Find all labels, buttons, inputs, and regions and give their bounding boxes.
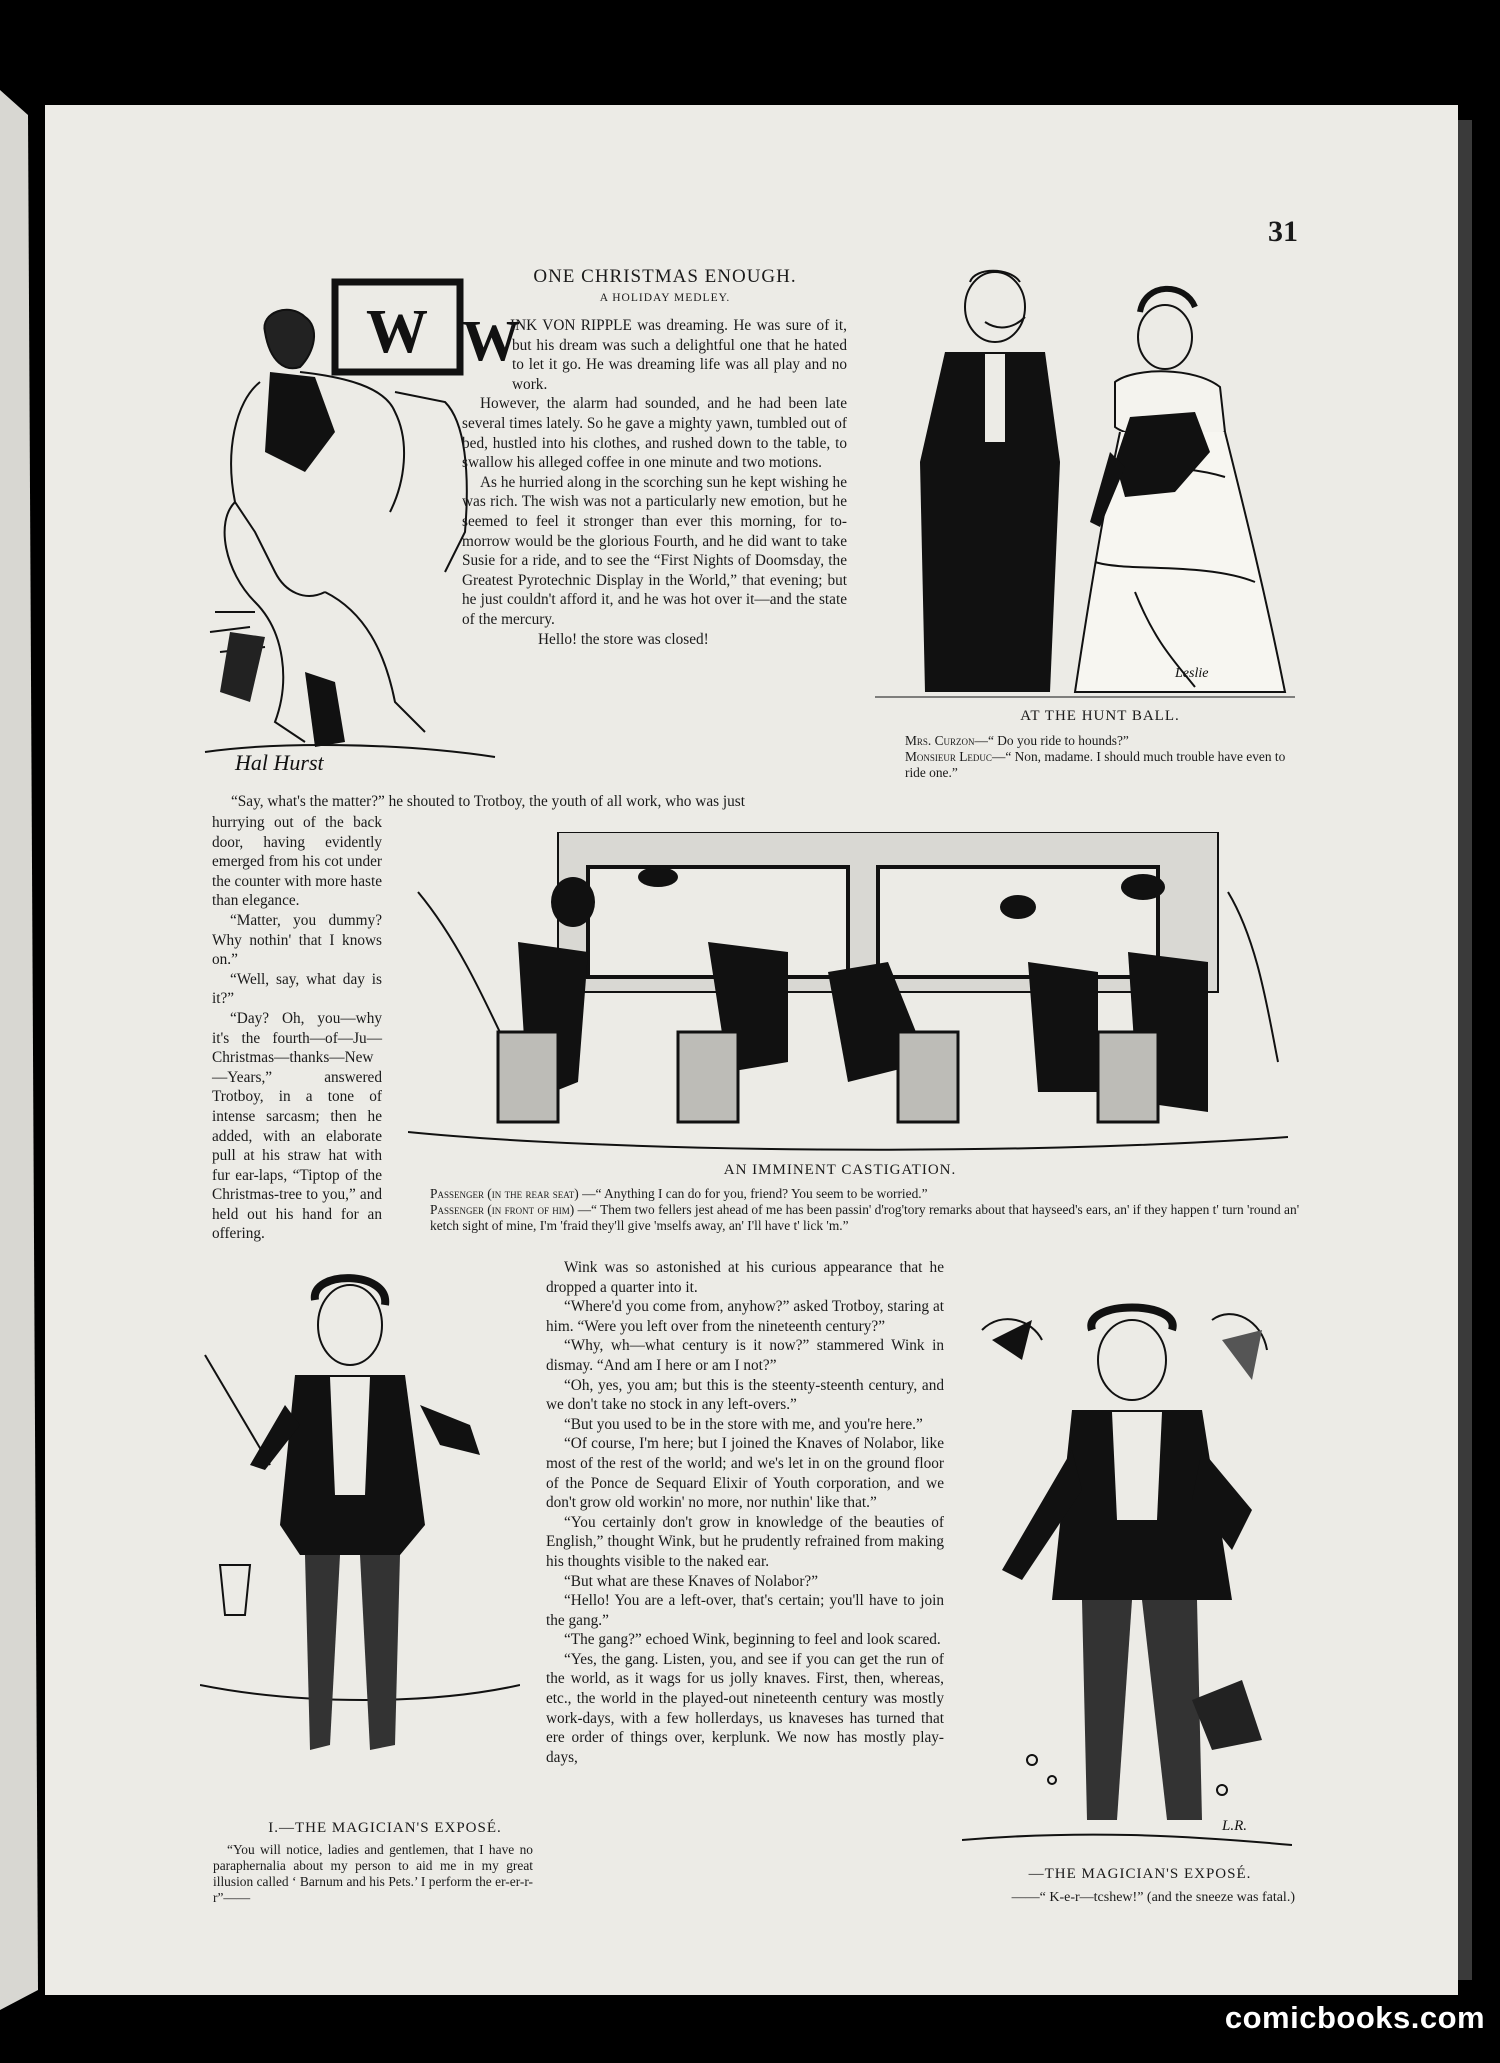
story-paragraph: “You certainly don't grow in knowledge of the beauties of English,” thought Wink, but he prudently refrained from making his thoughts visible to the naked ear.	[546, 1513, 944, 1570]
artist-signature: Leslie	[1175, 666, 1209, 681]
hunt-ball-caption	[905, 733, 1300, 781]
story-paragraph: “Where'd you come from, anyhow?” asked Trotboy, staring at him. “Were you left over from the nineteenth century?”	[546, 1298, 944, 1335]
story-paragraph: “Hello! You are a left-over, that's certain; you'll have to join the gang.”	[546, 1592, 944, 1629]
story-column-1	[462, 316, 847, 649]
story-paragraph: “Day? Oh, you—why it's the fourth—of—Ju—Christmas—thanks—New—Years,” answered Trotboy, in a tone of intense sarcasm; then he added, with an elaborate pull at his straw hat with fur ear-laps, “Tiptop of the Christmas-tree to you,” and held out his hand for an offering.	[212, 1009, 382, 1243]
castigation-caption	[430, 1186, 1305, 1234]
dialogue-line: —“ Anything I can do for you, friend? You seem to be worried.”	[578, 1186, 928, 1201]
story-paragraph: “Oh, yes, you am; but this is the steenty-steenth century, and we don't take no stock in any left-overs.”	[546, 1376, 944, 1414]
illustration-magician-1	[200, 1265, 520, 1765]
magician-2-title: —THE MAGICIAN'S EXPOSÉ.	[1028, 1866, 1252, 1882]
drop-cap: W	[462, 308, 520, 373]
artist-signature: L.R.	[1222, 1818, 1248, 1834]
story-paragraph: “Why, wh—what century is it now?” stammered Wink in dismay. “And am I here or am I not?”	[546, 1337, 944, 1374]
site-watermark: comicbooks.com	[1224, 2000, 1486, 2035]
dialogue-line: —“ Non, madame. I should much trouble have even to ride one.”	[905, 749, 1286, 780]
story-paragraph: hurrying out of the back door, having evidently emerged from his cot under the counter with more haste than elegance.	[212, 814, 382, 910]
speaker-name: Monsieur Leduc	[905, 749, 992, 764]
story-paragraph: “Matter, you dummy? Why nothin' that I knows on.”	[212, 911, 382, 969]
story-paragraph: “Well, say, what day is it?”	[212, 970, 382, 1008]
story-paragraph: “But what are these Knaves of Nolabor?”	[564, 1572, 818, 1590]
story-column-3	[546, 1258, 944, 1767]
story-column-2	[212, 813, 382, 1244]
story-paragraph: “But you used to be in the store with me, and you're here.”	[564, 1415, 923, 1433]
hunt-ball-title: AT THE HUNT BALL.	[1020, 708, 1180, 724]
story-title: ONE CHRISTMAS ENOUGH.	[533, 266, 797, 287]
story-paragraph: “Say, what's the matter?” he shouted to Trotboy, the youth of all work, who was just	[231, 793, 745, 810]
story-paragraph: However, the alarm had sounded, and he had been late several times lately. So he gave a mighty yawn, tumbled out of bed, hustled into his clothes, and rushed down to the table, to swallow his alleged coffee in one minute and two motions.	[462, 395, 847, 472]
speaker-name: Mrs. Curzon	[905, 733, 975, 748]
story-paragraph: INK VON RIPPLE was dreaming. He was sure of it, but his dream was such a delightful one that he hated to let it go. He was dreaming life was all play and no work.	[510, 317, 847, 393]
speaker-name: Passenger (in front of him)	[430, 1202, 575, 1217]
window-letter-w: W	[366, 298, 428, 366]
illustration-hunt-ball	[875, 262, 1295, 702]
speaker-name: Passenger (in the rear seat)	[430, 1186, 579, 1201]
story-subtitle: A HOLIDAY MEDLEY.	[599, 292, 731, 304]
magician-1-caption: “You will notice, ladies and gentlemen, that I have no paraphernalia about my person to aid me in my great illusion called ‘ Barnum and his Pets.’ I perform the er-er-r-r”——	[213, 1842, 533, 1905]
story-header	[490, 266, 840, 304]
artist-signature: Hal Hurst	[235, 750, 324, 772]
page-number: 31	[1268, 215, 1298, 248]
story-paragraph: Hello! the store was closed!	[538, 630, 709, 648]
page-shadow	[1458, 120, 1472, 1980]
illustration-magician-2	[962, 1300, 1292, 1855]
magician-2-caption: ——“ K-e-r—tcshew!” (and the sneeze was fatal.)	[1011, 1890, 1295, 1905]
story-paragraph: “Of course, I'm here; but I joined the Knaves of Nolabor, like most of the rest of the world; and we's let in on the ground floor of the Ponce de Sequard Elixir of Youth corporation, and we don't grow old workin' no more, nor nuthin' like that.”	[546, 1435, 944, 1512]
story-paragraph: “Yes, the gang. Listen, you, and see if you can get the run of the world, as it wags for us jolly knaves. First, then, whereas, etc., the world in the played-out nineteenth century was mostly work-days, with a few hollerdays, us knaveses has turned that ere order of things over, kerplunk. We now has mostly play-days,	[546, 1650, 944, 1766]
story-paragraph: “The gang?” echoed Wink, beginning to feel and look scared.	[564, 1631, 941, 1649]
story-wide-line	[213, 792, 848, 812]
dialogue-line: —“ Do you ride to hounds?”	[974, 733, 1129, 748]
magician-1-title: I.—THE MAGICIAN'S EXPOSÉ.	[268, 1820, 502, 1836]
dialogue-line: —“ Them two fellers jest ahead of me has been passin' d'rog'tory remarks about that hayseed's ears, an' if they happen t' turn 'round an' ketch sight of mine, I'm 'fraid they'll give 'mselfs away, an' I'll have t' lick 'm.”	[430, 1202, 1300, 1233]
castigation-title: AN IMMINENT CASTIGATION.	[723, 1162, 957, 1178]
illustration-train-carriage	[408, 832, 1288, 1162]
story-paragraph: As he hurried along in the scorching sun he kept wishing he was rich. The wish was not a particularly new emotion, but he seemed to feel it stronger than ever this morning, for to-morrow would be the glorious Fourth, and he did want to take Susie for a ride, and to see the “First Nights of Doomsday, the Greatest Pyrotechnic Display in the World,” that evening; but he just couldn't afford it, and he was hot over it—and the state of the mercury.	[462, 473, 847, 628]
story-paragraph: Wink was so astonished at his curious appearance that he dropped a quarter into it.	[546, 1259, 944, 1296]
